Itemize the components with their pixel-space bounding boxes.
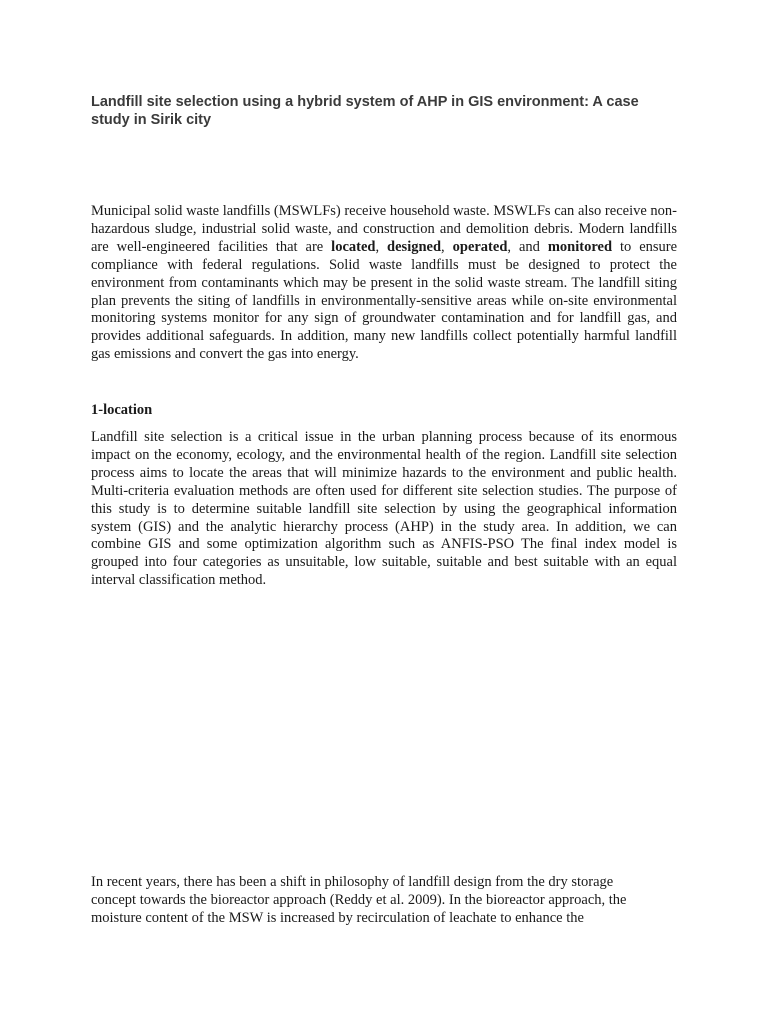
closing-line-2: concept towards the bioreactor approach (Reddy et al. 2009). In the bioreactor approach, the [91,891,627,908]
intro-text-end: to ensure compliance with federal regulations. Solid waste landfills must be designed to protect the environment from contaminants which may be present in the solid waste stream. The landfill siting plan prevents the siting of landfills in environmentally-sensitive areas while on-site environmental monitoring systems monitor for any sign of groundwater contamination and for landfill gas, and provides additional safeguards. In addition, many new landfills collect potentially harmful landfill gas emissions and convert the gas into energy. [91,238,678,363]
location-paragraph: Landfill site selection is a critical issue in the urban planning process because of its enormous impact on the economy, ecology, and the environmental health of the region. Landfill site selection process aims to locate the areas that will minimize hazards to the environment and public health. Multi-criteria evaluation methods are often used for different site selection studies. The purpose of this study is to determine suitable landfill site selection by using the geographical information system (GIS) and the analytic hierarchy process (AHP) in the study area. In addition, we can combine GIS and some optimization algorithm such as ANFIS-PSO The final index model is grouped into four categories as unsuitable, low suitable, suitable and best suitable with an equal interval classification method. [91,429,677,589]
bold-operated: operated [452,238,508,255]
closing-line-1: In recent years, there has been a shift in philosophy of landfill design from the dry storage [91,874,614,890]
section-heading-location: 1-location [91,402,153,418]
bold-monitored: monitored [547,238,613,255]
intro-separator-3: , and [507,238,548,255]
bold-located: located [331,238,376,255]
closing-paragraph [91,874,661,928]
intro-paragraph [91,203,677,364]
intro-separator-1: , [375,238,388,255]
intro-separator-2: , [441,238,453,255]
document-title: Landfill site selection using a hybrid system of AHP in GIS environment: A case study in Sirik city [91,94,639,128]
bold-designed: designed [387,238,442,255]
intro-text-start: Municipal solid waste landfills (MSWLFs) receive household waste. MSWLFs can also receive non-hazardous sludge, industrial solid waste, and construction and demolition debris. Modern landfills are well-engineered facilities that are [91,203,677,255]
closing-line-3: moisture content of the MSW is increased by recirculation of leachate to enhance the [91,909,584,926]
